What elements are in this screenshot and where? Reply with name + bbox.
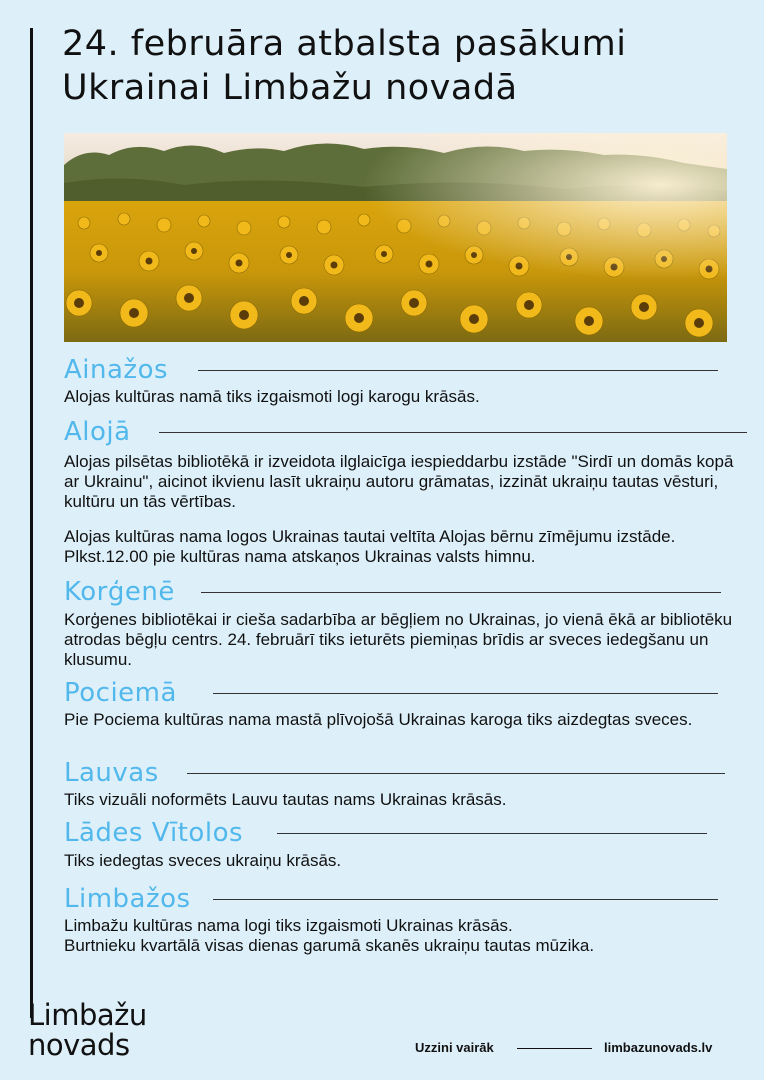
learn-more-label: Uzzini vairāk — [415, 1040, 494, 1055]
logo-line-1: Limbažu — [28, 998, 147, 1032]
section-text: Burtnieku kvartālā visas dienas garumā skanēs ukraiņu tautas mūzika. — [64, 936, 595, 955]
title-line-1: 24. februāra atbalsta pasākumi — [62, 24, 627, 64]
section-text: Tiks iedegtas sveces ukraiņu krāsās. — [64, 851, 342, 870]
divider — [277, 833, 707, 834]
section-heading-ainazos — [64, 355, 718, 385]
divider — [213, 899, 718, 900]
sunflower-field-illustration — [64, 133, 727, 342]
divider — [159, 432, 747, 433]
section-title: Ainažos — [64, 355, 169, 385]
divider — [198, 370, 718, 371]
footer-divider — [517, 1048, 592, 1049]
section-heading-aloja — [64, 417, 747, 447]
title-line-2: Ukrainai Limbažu novadā — [62, 68, 518, 108]
section-title: Lādes Vītolos — [64, 818, 244, 848]
section-text: Alojas kultūras nama logos Ukrainas tautai veltīta Alojas bērnu zīmējumu izstāde. Plkst.12.00 pie kultūras nama atskaņos Ukrainas valsts himnu. — [64, 527, 676, 566]
section-title: Lauvas — [64, 758, 159, 788]
divider — [201, 592, 721, 593]
website-link[interactable]: limbazunovads.lv — [604, 1040, 713, 1055]
section-text: Korģenes bibliotēkai ir cieša sadarbība ar bēgļiem no Ukrainas, jo vienā ēkā ar bibliotēku atrodas bēgļu centrs. 24. februārī tiks ieturēts piemiņas brīdis ar sveces iedegšanu un klusumu. — [64, 610, 733, 669]
section-heading-limbazos — [64, 884, 718, 914]
section-title: Alojā — [64, 417, 131, 447]
section-text: Tiks vizuāli noformēts Lauvu tautas nams Ukrainas krāsās. — [64, 790, 507, 809]
section-heading-korgene — [64, 577, 721, 607]
section-heading-pociema — [64, 678, 718, 708]
hero-image — [64, 133, 727, 342]
section-text: Alojas pilsētas bibliotēkā ir izveidota ilglaicīga iespieddarbu izstāde "Sirdī un domās kopā ar Ukrainu", aicinot ikvienu lasīt ukraiņu autoru grāmatas, izzināt ukraiņu tautas vēsturi, kultūru un tās vērtības. — [64, 452, 734, 511]
divider — [187, 773, 725, 774]
left-vertical-rule — [30, 28, 33, 1018]
section-title: Pociemā — [64, 678, 177, 708]
divider — [213, 693, 718, 694]
section-text: Alojas kultūras namā tiks izgaismoti logi karogu krāsās. — [64, 387, 480, 406]
limbazu-novads-logo — [28, 1000, 147, 1060]
section-text: Pie Pociema kultūras nama mastā plīvojošā Ukrainas karoga tiks aizdegtas sveces. — [64, 710, 693, 729]
section-title: Korģenē — [64, 577, 175, 607]
page-title — [62, 22, 752, 110]
section-heading-lauvas — [64, 758, 725, 788]
logo-line-2: novads — [28, 1028, 130, 1062]
section-heading-lades-vitolos — [64, 818, 707, 848]
section-text: Limbažu kultūras nama logi tiks izgaismoti Ukrainas krāsās. — [64, 916, 513, 935]
section-title: Limbažos — [64, 884, 191, 914]
